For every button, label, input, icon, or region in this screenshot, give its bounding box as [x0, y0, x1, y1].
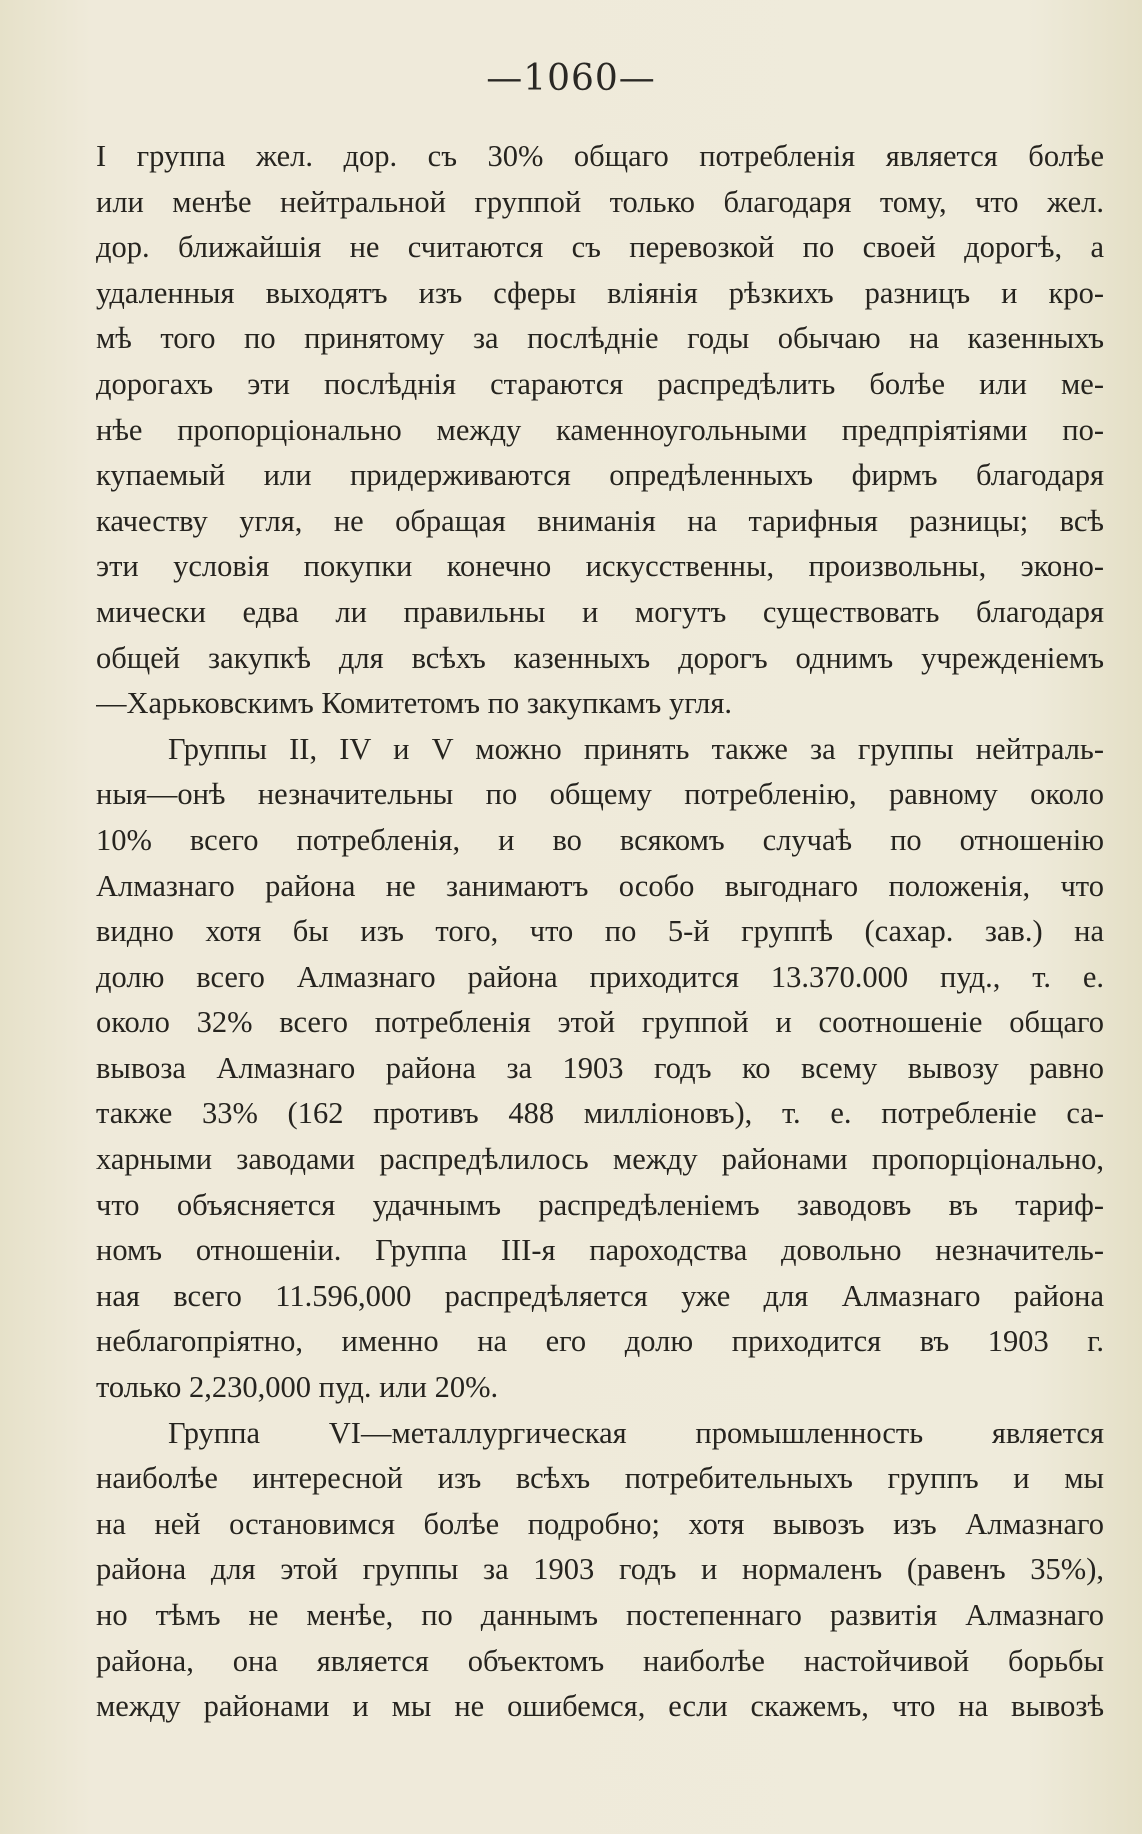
text-line: между районами и мы не ошибемся, если скажемъ, что на вывозѣ	[96, 1689, 1104, 1724]
text-line: дор. ближайшія не считаются съ перевозкой по своей дорогѣ, а	[96, 230, 1104, 265]
text-line: Алмазнаго района не занимаютъ особо выгоднаго положенія, что	[96, 868, 1104, 903]
text-line: мически едва ли правильны и могутъ существовать благодаря	[96, 594, 1104, 629]
text-line: видно хотя бы изъ того, что по 5-й группѣ (сахар. зав.) на	[96, 914, 1104, 949]
text-line: мѣ того по принятому за послѣдніе годы обычаю на казенныхъ	[96, 321, 1104, 356]
text-line: района для этой группы за 1903 годъ и нормаленъ (равенъ 35%),	[96, 1552, 1104, 1587]
text-line: долю всего Алмазнаго района приходится 13.370.000 пуд., т. е.	[96, 959, 1104, 994]
text-line: купаемый или придерживаются опредѣленныхъ фирмъ благодаря	[96, 458, 1104, 493]
text-line: эти условія покупки конечно искусственны, произвольны, эконо-	[96, 549, 1104, 584]
text-line: общей закупкѣ для всѣхъ казенныхъ дорогъ однимъ учрежденіемъ	[96, 640, 1104, 675]
text-line: удаленныя выходятъ изъ сферы вліянія рѣзкихъ разницъ и кро-	[96, 275, 1104, 310]
text-line: —Харьковскимъ Комитетомъ по закупкамъ угля.	[96, 686, 733, 721]
text-line: нѣе пропорціонально между каменноугольными предпріятіями по-	[96, 412, 1104, 447]
paragraph-3	[96, 1411, 1104, 1730]
text-line: около 32% всего потребленія этой группой и соотношеніе общаго	[96, 1005, 1104, 1040]
text-line: на ней остановимся болѣе подробно; хотя вывозъ изъ Алмазнаго	[96, 1506, 1104, 1541]
body-text	[96, 134, 1104, 1730]
text-line: Группа VI—металлургическая промышленность является	[168, 1415, 1104, 1450]
paragraph-1	[96, 134, 1104, 727]
text-line: неблагопріятно, именно на его долю приходится въ 1903 г.	[96, 1324, 1104, 1359]
text-line: района, она является объектомъ наиболѣе настойчивой борьбы	[96, 1643, 1104, 1678]
text-line: харными заводами распредѣлилось между районами пропорціонально,	[96, 1142, 1104, 1177]
text-line: вывоза Алмазнаго района за 1903 годъ ко всему вывозу равно	[96, 1050, 1104, 1085]
text-line: ная всего 11.596,000 распредѣляется уже для Алмазнаго района	[96, 1278, 1104, 1313]
text-line: номъ отношеніи. Группа III-я пароходства довольно незначитель-	[96, 1233, 1104, 1268]
page-number: —1060—	[486, 58, 656, 99]
text-line: что объясняется удачнымъ распредѣленіемъ заводовъ въ тариф-	[96, 1187, 1104, 1222]
text-line: I группа жел. дор. съ 30% общаго потребленія является болѣе	[96, 139, 1104, 173]
text-line: 10% всего потребленія, и во всякомъ случаѣ по отношенію	[96, 822, 1104, 857]
text-line: только 2,230,000 пуд. или 20%.	[96, 1370, 499, 1405]
text-line: ныя—онѣ незначительны по общему потребленію, равному около	[96, 777, 1104, 812]
text-line: также 33% (162 противъ 488 милліоновъ), т. е. потребленіе са-	[96, 1096, 1104, 1131]
text-line: но тѣмъ не менѣе, по даннымъ постепеннаго развитія Алмазнаго	[96, 1598, 1104, 1632]
text-line: наиболѣе интересной изъ всѣхъ потребительныхъ группъ и мы	[96, 1461, 1104, 1496]
text-line: дорогахъ эти послѣднія стараются распредѣлить болѣе или ме-	[96, 366, 1104, 401]
paragraph-2	[96, 727, 1104, 1411]
text-line: или менѣе нейтральной группой только благодаря тому, что жел.	[96, 184, 1104, 219]
text-line: Группы II, IV и V можно принять также за группы нейтраль-	[168, 731, 1104, 766]
text-line: качеству угля, не обращая вниманія на тарифныя разницы; всѣ	[96, 503, 1104, 538]
